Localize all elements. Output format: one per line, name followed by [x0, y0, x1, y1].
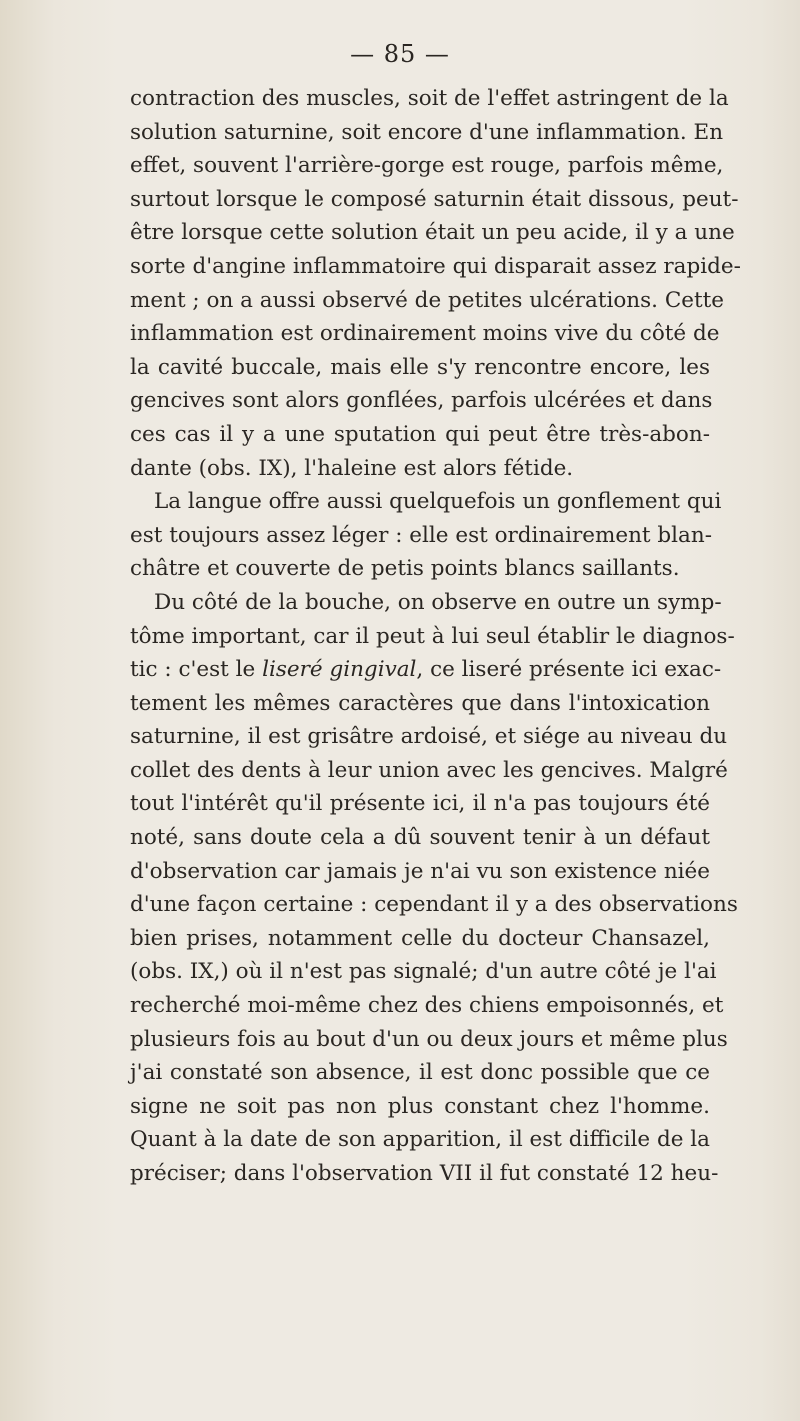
- text-line: solution saturnine, soit encore d'une inflammation. En: [130, 119, 724, 145]
- text-line: plusieurs fois au bout d'un ou deux jours et même plus: [130, 1026, 728, 1052]
- italic-term: liseré gingival: [262, 657, 417, 683]
- text-line: gencives sont alors gonflées, parfois ulcérées et dans: [130, 388, 713, 414]
- text-line: d'une façon certaine : cependant il y a des observations: [130, 892, 738, 918]
- text-line: la cavité buccale, mais elle s'y rencontre encore, les: [130, 354, 710, 380]
- text-line: Du côté de la bouche, on observe en outre un symp-: [154, 589, 722, 615]
- text-line: sorte d'angine inflammatoire qui disparait assez rapide-: [130, 253, 741, 279]
- text-line: recherché moi-même chez des chiens empoisonnés, et: [130, 993, 724, 1019]
- text-line: (obs. IX,) où il n'est pas signalé; d'un autre côté je l'ai: [130, 959, 717, 985]
- text-line: d'observation car jamais je n'ai vu son existence niée: [130, 858, 710, 884]
- text-line: signe ne soit pas non plus constant chez l'homme.: [130, 1093, 710, 1119]
- text-line: inflammation est ordinairement moins vive du côté de: [130, 321, 720, 347]
- text-line: contraction des muscles, soit de l'effet astringent de la: [130, 86, 729, 111]
- text-line-with-italic: [130, 653, 722, 687]
- text-line: tement les mêmes caractères que dans l'intoxication: [130, 690, 710, 716]
- text-fragment: tic : c'est le: [130, 657, 263, 683]
- text-line: tout l'intérêt qu'il présente ici, il n'a pas toujours été: [130, 791, 710, 817]
- text-line: collet des dents à leur union avec les gencives. Malgré: [130, 757, 728, 783]
- text-fragment: , ce liseré présente ici exac-: [416, 657, 722, 683]
- text-line: Quant à la date de son apparition, il est difficile de la: [130, 1127, 710, 1153]
- text-line: effet, souvent l'arrière-gorge est rouge, parfois même,: [130, 153, 724, 179]
- text-line: saturnine, il est grisâtre ardoisé, et siége au niveau du: [130, 724, 728, 750]
- text-line: surtout lorsque le composé saturnin était dissous, peut-: [130, 186, 739, 212]
- text-line: j'ai constaté son absence, il est donc possible que ce: [130, 1060, 710, 1086]
- body-text: [130, 82, 741, 1191]
- text-line: préciser; dans l'observation VII il fut constaté 12 heu-: [130, 1161, 719, 1186]
- text-line: noté, sans doute cela a dû souvent tenir à un défaut: [130, 825, 710, 851]
- text-line: ces cas il y a une sputation qui peut être très-abon-: [130, 421, 710, 447]
- text-line: tôme important, car il peut à lui seul établir le diagnos-: [130, 623, 735, 649]
- page-number: — 85 —: [350, 40, 450, 68]
- text-line: bien prises, notamment celle du docteur Chansazel,: [130, 925, 710, 951]
- text-line: est toujours assez léger : elle est ordinairement blan-: [130, 522, 712, 548]
- text-line: La langue offre aussi quelquefois un gonflement qui: [154, 489, 722, 515]
- text-line: dante (obs. IX), l'haleine est alors fétide.: [130, 455, 574, 481]
- text-line: ment ; on a aussi observé de petites ulcérations. Cette: [130, 287, 725, 313]
- text-line: châtre et couverte de petis points blancs saillants.: [130, 556, 680, 582]
- text-line: être lorsque cette solution était un peu acide, il y a une: [130, 220, 735, 246]
